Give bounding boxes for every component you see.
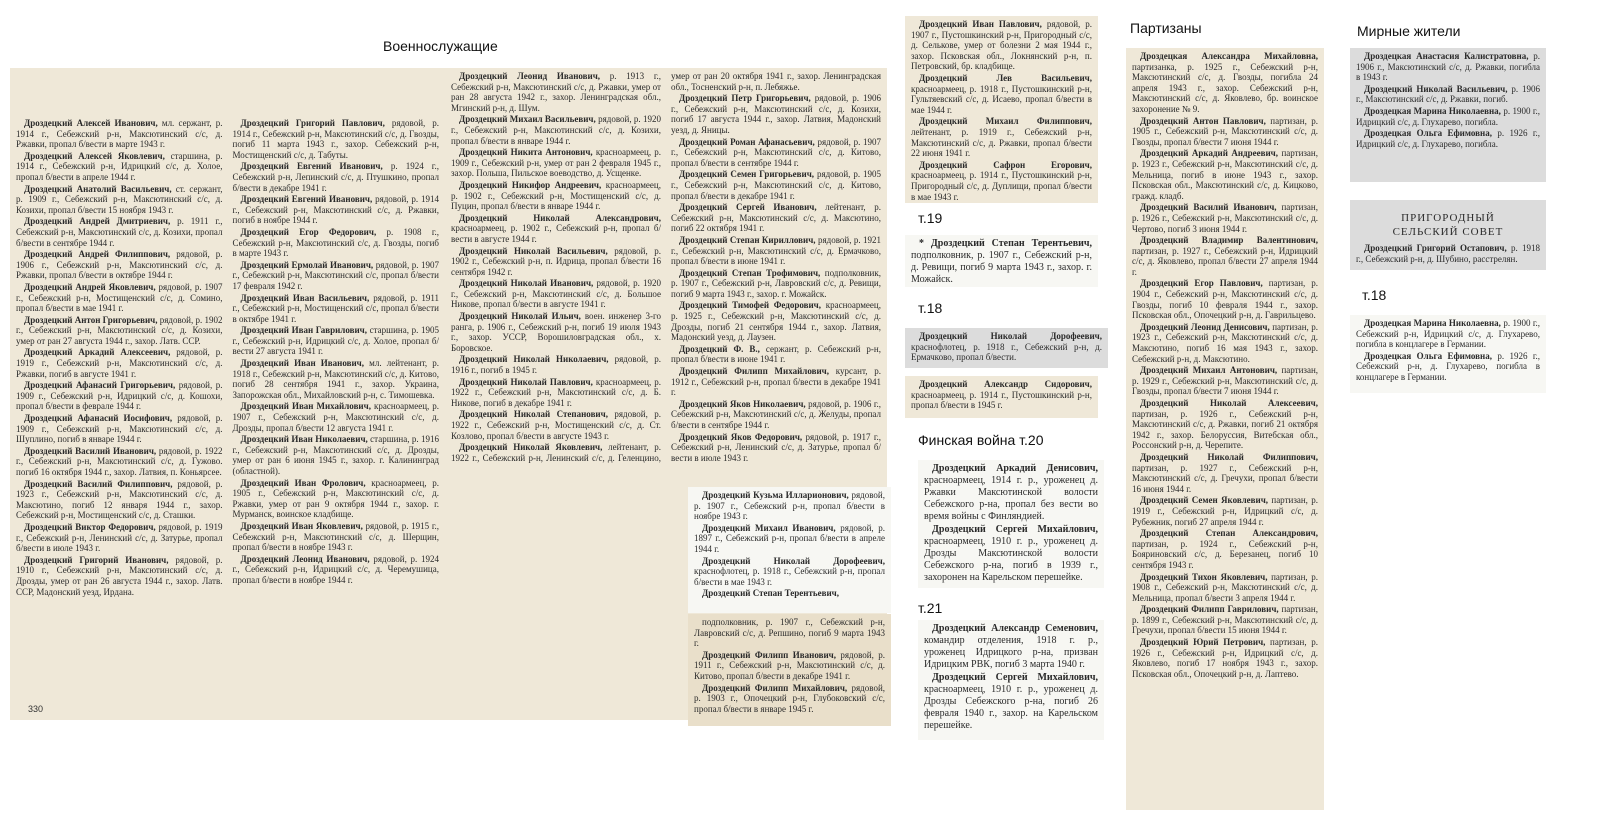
entry-name: Дроздецкая Марина Николаевна, [1364, 105, 1501, 116]
list-item [233, 521, 440, 553]
list-item [1132, 365, 1318, 397]
entry-name: Дроздецкий Андрей Дмитриевич, [24, 216, 171, 227]
list-item [16, 347, 223, 379]
entry-text: красноармеец, 1910 г. р., уроженец д. Дрозды Себежского р-на, погиб 26 февраля 1940 г., захор. на Карельском перешейке. [924, 684, 1098, 731]
entry-text: красноармеец, р. 1902 г., Себежский р-н, пропал б/вести в августе 1944 г. [451, 223, 661, 244]
list-item [1132, 452, 1318, 494]
entry-text: партизан, р. 1926 г., Себежский р-н, Максютинский с/с, д. Ржавки, погиб 21 октября 1942 г., захор. Белоруссия, Витебская обл., Россонский р-н, д. Черепите. [1132, 408, 1318, 451]
entry-name: Дроздецкий Роман Афанасьевич, [679, 136, 815, 147]
entry-text: красноармеец, р. 1909 г., Себежский р-н, умер от ран 2 февраля 1945 г., захор. Польша, Пильское воеводство, д. Усщенке. [451, 147, 661, 179]
entry-name: Дроздецкий Евгений Иванович, [240, 161, 383, 172]
entry-text: краснофлотец, р. 1918 г., Себежский р-н, д. Ермачково, пропал б/вести. [911, 341, 1102, 363]
list-item [911, 238, 1092, 286]
entry-text: партизан, р. 1923 г., Себежский р-н, Максютинский с/с, д. Максютино, погиб 16 мая 1943 г., захор. Себежский р-н, д. Максютино. [1132, 321, 1318, 364]
entry-name: Дроздецкий Григорий Остапович, [1364, 243, 1507, 253]
list-item [233, 358, 440, 400]
entry-text: воен. инженер 3-го ранга, р. 1906 г., Себежский р-н, погиб 19 июля 1943 г., захор. УССР, Ворошиловградская обл., х. Боровское. [451, 311, 661, 353]
entry-text: партизан, р. 1929 г., Себежский р-н, Максютинский с/с, д. Гвозды, пропал б/вести 7 июня 1944 г. [1132, 365, 1319, 397]
entry-text: рядовой, р. 1897 г., Себежский р-н, пропал б/вести в апреле 1944 г. [694, 522, 886, 554]
list-item [16, 413, 223, 445]
entry-name: Дроздецкий Афанасий Григорьевич, [24, 380, 176, 391]
list-item [671, 344, 881, 365]
entry-name: Дроздецкий Михаил Филиппович, [919, 116, 1092, 127]
list-item [924, 623, 1098, 671]
list-item [924, 524, 1098, 584]
entry-text: красноармеец, р. 1907 г., Себежский р-н, Максютинский с/с, д. Дрозды, пропал б/вести 12 августа 1941 г. [232, 401, 440, 433]
list-item [671, 202, 881, 234]
entry-text: лейтенант, р. 1922 г., Себежский р-н, Ленинский с/с, д. Геленцино, умер от ран 20 октября 1941 г., захор. Ленинградская обл., Тосненский р-н, п. Лебяжье. [451, 71, 881, 463]
list-item [16, 522, 223, 554]
entry-name: Дроздецкий Алексей Яковлевич, [24, 150, 165, 161]
entry-text: ст. сержант, р. 1909 г., Себежский р-н, Максютинский с/с, д. Козихи, пропал б/вести 15 ноября 1943 г. [16, 183, 223, 215]
list-item [1356, 84, 1540, 105]
entry-name: Дроздецкий Ермолай Иванович, [240, 259, 374, 270]
entry-name: Дроздецкий Николай Александрович, [459, 212, 661, 223]
entry-text: рядовой, р. 1902 г., Себежский р-н, п. Идрица, пропал б/вести 16 сентября 1942 г. [451, 245, 661, 277]
entry-text: рядовой, р. 1907 г., Пустошкинский р-н, Пригородный с/с, д. Селькове, умер от болезни 2 мая 1944 г., захор. Псковская обл., Локнянский р-н, п. Петровский, бр. кладбище. [911, 19, 1092, 72]
entry-name: Дроздецкий Яков Николаевич, [679, 398, 806, 409]
entry-name: Дроздецкий Филипп Михайлович, [702, 682, 848, 693]
list-item [911, 379, 1092, 411]
list-item [16, 249, 223, 281]
list-item [911, 116, 1092, 158]
list-item [233, 194, 440, 226]
entry-text: р. 1900 г., Себежский р-н, Идрицкий с/с, д. Глухарево, погибла в концлагере в Германии. [1356, 318, 1541, 350]
entry-text: рядовой, р. 1916 г., погиб в 1945 г. [451, 354, 661, 376]
list-item [233, 293, 440, 325]
list-item [233, 161, 440, 193]
entry-name: Дроздецкий Антон Павлович, [1140, 115, 1266, 126]
list-item [671, 432, 881, 464]
entry-name: Дроздецкий Андрей Филиппович, [24, 249, 171, 260]
entry-name: Дроздецкий Аркадий Андреевич, [1140, 148, 1278, 159]
list-item [1356, 106, 1540, 127]
heading-finnish-war: Финская война т.20 [918, 432, 1044, 448]
entry-name: Дроздецкий Филипп Михайлович, [679, 366, 829, 377]
list-item [1356, 243, 1540, 264]
entry-name: Дроздецкий Яков Федорович, [679, 431, 803, 442]
entry-text: р. 1900 г., Идрицкий с/с, д. Глухарево, погибла. [1356, 105, 1541, 127]
entry-name: Дроздецкий Леонид Иванович, [240, 553, 370, 564]
entry-name: Дроздецкий Александр Семенович, [932, 623, 1098, 634]
entry-text: р. 1913 г., Себежский р-н, Максютинский с/с, д. Ржавки, умер от ран 28 августа 1942 г., захор. Ленинградская обл., Мгинский р-н, д. Шум. [451, 71, 661, 113]
entry-text: лейтенант, р. 1919 г., Себежский р-н, Максютинский с/с, д. Ржавки, пропал б/вести 22 июня 1941 г. [911, 126, 1092, 159]
entry-name: Дроздецкий Леонид Денисович, [1140, 321, 1270, 332]
entry-name: Дроздецкий Сергей Михайлович, [932, 672, 1098, 683]
entry-text: красноармеец, р. 1902 г., Себежский р-н, Мостищенский с/с, д. Пуцин, пропал б/вести в январе 1944 г. [451, 179, 661, 212]
entry-name: Дроздецкий Николай Степанович, [459, 409, 608, 420]
list-item [911, 160, 1092, 202]
council-title-line2: СЕЛЬСКИЙ СОВЕТ [1392, 226, 1504, 238]
entry-name: Дроздецкий Иван Васильевич, [240, 292, 370, 303]
entry-text: старшина, р. 1914 г., Себежский р-н, Идрицкий с/с, д. Холое, пропал б/вести в апреле 1944 г. [16, 150, 223, 182]
entry-text: р. 1908 г., Себежский р-н, Максютинский с/с, д. Гвозды, погиб в марте 1943 г. [232, 226, 440, 259]
entry-name: Дроздецкий Иван Николаевич, [240, 434, 368, 445]
entry-text: рядовой, р. 1909 г., Себежский р-н, Максютинский с/с, д. Шуплино, погиб в январе 1944 г. [16, 413, 223, 445]
list-item [16, 446, 223, 478]
entry-text: красноармеец, р. 1905 г., Себежский р-н, Максютинский с/с, д. Ржавки, умер от ран 9 октября 1944 г., захор. г. Мурманск, воинское кладбище. [232, 477, 439, 520]
entry-text: рядовой, р. 1921 г., Себежский р-н, Максютинский с/с, д. Ермачково, пропал б/вести в июне 1941 г. [671, 234, 881, 267]
entry-name: Дроздецкий Сергей Иванович, [679, 202, 817, 213]
clipping-finnish-war [918, 460, 1104, 588]
list-item [1132, 528, 1318, 570]
entry-text: партизан, р. 1904 г., Себежский р-н, Максютинский с/с, д. Гвозды, погиб 10 февраля 1944 г., захор. Псковская обл., Опочецкий р-н, д. Гаврильцево. [1132, 278, 1318, 321]
entry-name: Дроздецкий Никита Антонович, [459, 147, 593, 158]
volume-label-t19: т.19 [918, 210, 943, 226]
clipping-t18a [905, 328, 1108, 368]
volume-label-t18-civilians: т.18 [1362, 287, 1387, 303]
entry-text: партизан, р. 1926 г., Себежский р-н, Максютинский с/с, д. Чертово, погиб 3 июня 1944 г. [1132, 202, 1318, 234]
entry-text: партизан, р. 1927 г., Себежский р-н, Максютинский с/с, д. Гречухи, пропал б/вести 16 июня 1944 г. [1132, 462, 1318, 494]
entry-name: Дроздецкий Григорий Павлович, [240, 118, 385, 128]
list-item [671, 268, 881, 300]
list-item [233, 401, 440, 433]
list-item [671, 366, 881, 398]
entry-name: Дроздецкий Николай Дорофеевич, [702, 555, 885, 566]
list-item [1132, 637, 1318, 679]
list-item [694, 490, 885, 522]
entry-name: Дроздецкий Владимир Валентинович, [1140, 235, 1318, 246]
clipping-t21 [918, 620, 1104, 740]
list-item [694, 650, 885, 682]
list-item [16, 380, 223, 412]
list-item [1356, 318, 1540, 350]
list-item [671, 93, 881, 135]
entry-text: рядовой, р. 1911 г., Себежский р-н, Мостищенский с/с, пропал б/вести в октябре 1941 г. [232, 292, 439, 324]
entry-name: Дроздецкий Николай Ильич, [459, 311, 581, 322]
entry-text: партизан, р. 1919 г., Себежский р-н, Идрицкий с/с, д. Рубежник, погиб 27 апреля 1944 г. [1132, 495, 1319, 527]
entry-name: Дроздецкий Сафрон Егорович, [919, 159, 1092, 170]
entry-text: рядовой, р. 1914 г., Себежский р-н, Максютинский с/с, д. Гвозды, погиб 11 марта 1943 г., захор. Себежский р-н, Мостищенский с/с, д. Табуты. [232, 118, 439, 160]
entry-name: Дроздецкий Тихон Яковлевич, [1140, 571, 1268, 582]
list-item [451, 409, 661, 441]
entry-text: рядовой, р. 1915 г., Себежский р-н, Максютинский с/с, д. Шерщин, пропал б/вести в ноябре 1943 г. [232, 520, 439, 553]
list-item [451, 180, 661, 212]
entry-name: Дроздецкий Александр Сидорович, [919, 379, 1092, 389]
entry-text: рядовой, р. 1907 г., Себежский р-н, Максютинский с/с, пропал б/вести 17 февраля 1942 г. [232, 259, 439, 291]
list-item [1356, 351, 1540, 383]
list-item [1132, 235, 1318, 277]
entry-text: партизан, р. 1927 г., Себежский р-н, Идрицкий с/с, д. Яковлево, пропал б/вести 27 апреля 1944 г. [1132, 245, 1318, 277]
entry-text: красноармеец, р. 1925 г., Себежский р-н, Максютинский с/с, д. Дрозды, погиб 21 сентября 1944 г., захор. Латвия, Мадонский уезд, д. Лаузен. [671, 300, 881, 343]
entry-text: рядовой, р. 1907 г., Себежский р-н, Мостищенский с/с, д. Сомино, пропал б/вести в мае 1941 г. [16, 281, 223, 314]
entry-name: Дроздецкий Николай Филиппович, [1140, 451, 1318, 462]
entry-text: курсант, р. 1912 г., Себежский р-н, пропал б/вести в декабре 1941 г. [671, 366, 882, 398]
volume-label-t21: т.21 [918, 600, 943, 616]
list-item [16, 282, 223, 314]
entry-name: Дроздецкий Иван Михайлович, [240, 401, 371, 412]
entry-name: Дроздецкий Никифор Андреевич, [459, 179, 602, 190]
entry-name: Дроздецкий Антон Григорьевич, [24, 314, 158, 325]
list-item [16, 555, 223, 597]
entry-name: Дроздецкая Анастасия Калистратовна, [1364, 51, 1529, 61]
entry-text: рядовой, р. 1906 г., Себежский р-н, Максютинский с/с, д. Ржавки, пропал б/вести в октябре 1944 г. [16, 249, 223, 281]
entry-name: Дроздецкий Семен Яковлевич, [1140, 495, 1269, 506]
entry-name: Дроздецкий Иван Фролович, [240, 477, 366, 488]
list-item [16, 151, 223, 183]
list-item [451, 354, 661, 375]
list-item [451, 71, 661, 113]
entry-text: партизан, р. 1908 г., Себежский р-н, Максютинский с/с, д. Мельница, пропал б/вести 3 апреля 1944 г. [1132, 571, 1318, 603]
clipping-t18b [905, 376, 1098, 418]
list-item [16, 216, 223, 248]
list-item [451, 213, 661, 245]
entry-name: Дроздецкий Михаил Иванович, [702, 522, 836, 533]
entry-text: старшина, р. 1916 г., Себежский р-н, Максютинский с/с, д. Дрозды, умер от ран 6 июня 1945 г., захор. г. Калининград (областной). [232, 434, 439, 476]
entry-name: Дроздецкий Николай Иванович, [459, 278, 594, 289]
entry-text: рядовой, р. 1902 г., Себежский р-н, Максютинский с/с, д. Козихи, умер от ран 27 августа 1944 г., захор. Латв. ССР. [16, 314, 223, 346]
entry-text: мл. лейтенант, р. 1918 г., Себежский р-н, Максютинский с/с, д. Китово, погиб 28 сентября 1941 г., захор. Украина, Запорожская обл., Михайловский р-н, с. Тимошевка. [232, 358, 439, 400]
entry-name: Дроздецкая Александра Михайловна, [1140, 51, 1318, 61]
civilians-clipping [1350, 48, 1546, 182]
entry-text: командир отделения, 1918 г. р., уроженец Идрицкого р-на, призван Идрицким РВК, погиб 3 марта 1940 г. [924, 635, 1098, 670]
entry-text: р. 1918 г., Себежский р-н, д. Шубино, расстрелян. [1356, 243, 1541, 264]
entry-name: Дроздецкий Филипп Гаврилович, [1140, 604, 1279, 615]
list-item [233, 260, 440, 292]
entry-name: Дроздецкий Василий Филиппович, [24, 478, 173, 489]
list-item [924, 672, 1098, 732]
entry-name: Дроздецкий Степан Кириллович, [679, 234, 816, 245]
entry-name: Дроздецкий Тимофей Федорович, [679, 300, 822, 311]
clipping-t19 [905, 235, 1098, 287]
entry-name: Дроздецкий Лев Васильевич, [919, 72, 1092, 83]
page-number: 330 [28, 704, 44, 714]
entry-text: рядовой, р. 1906 г., Себежский р-н, Максютинский с/с, д. Козихи, погиб 17 августа 1944 г., захор. Латвия, Мадонский уезд, д. Яницы. [671, 93, 881, 135]
list-item [233, 118, 440, 160]
entry-text: рядовой, р. 1922 г., Себежский р-н, Мостищенский с/с, д. Ст. Козлово, пропал б/вести в августе 1943 г. [451, 409, 662, 441]
entry-text: партизан, р. 1923 г., Себежский р-н, Максютинский с/с, д. Мельница, погиб в июне 1943 г., захор. Псковская обл., Максютинский с/с, д. Кицково, гражд. кладб. [1132, 148, 1318, 201]
entry-text: рядовой, р. 1903 г., Опочецкий р-н, Глубоковский с/с, пропал б/вести в январе 1945 г. [694, 682, 886, 714]
entry-text: р. 1926 г., Идрицкий с/с, д. Глухарево, погибла. [1356, 128, 1540, 149]
entry-text: р. 1906 г., Максютинский с/с, д. Ржавки, погибла в 1943 г. [1356, 51, 1540, 83]
list-item [1132, 398, 1318, 451]
entry-text: сержант, р. Себежский р-н, пропал б/вести в июне 1941 г. [671, 343, 881, 365]
clipping-a [688, 487, 891, 613]
entry-name: Дроздецкий Николай Алексеевич, [1140, 398, 1318, 408]
list-item [1132, 116, 1318, 148]
entry-text: рядовой, р. 1906 г., Себежский р-н, Максютинский с/с, д. Желуды, пропал б/вести в сентябре 1944 г. [671, 398, 882, 430]
entry-text: красноармеец, р. 1914 г., Пустошкинский р-н, Пригородный с/с, д. Дуплищи, пропал б/вести в мае 1943 г. [911, 170, 1092, 202]
list-item [1356, 128, 1540, 149]
list-item [671, 235, 881, 267]
clipping-b [688, 614, 891, 726]
entry-text: подполковник, р. 1907 г., Себежский р-н, д. Ревищи, погиб 9 марта 1943 г., захор. г. Можайск. [911, 250, 1092, 285]
entry-text: краснофлотец, р. 1918 г., Себежский р-н, пропал б/вести в мае 1943 г. [694, 566, 885, 587]
entry-name: Дроздецкий Алексей Иванович, [24, 118, 158, 128]
entry-name: Дроздецкий Анатолий Васильевич, [24, 183, 172, 194]
entry-name: Дроздецкий Юрий Петрович, [1140, 637, 1266, 648]
entry-text: р. 1911 г., Себежский р-н, Максютинский с/с, д. Козихи, пропал б/вести в сентябре 1944 г. [16, 216, 223, 248]
list-item [16, 315, 223, 347]
entry-name: Дроздецкий Степан Терентьевич, [702, 588, 839, 599]
entry-name: Дроздецкий Иван Иванович, [240, 358, 364, 369]
entry-name: Дроздецкая Марина Николаевна, [1364, 318, 1501, 328]
list-item [16, 479, 223, 521]
list-item [911, 19, 1092, 72]
list-item [694, 588, 885, 599]
entry-name: Дроздецкий Филипп Иванович, [702, 649, 836, 660]
list-item [671, 300, 881, 342]
entry-text: рядовой, р. 1924 г., Себежский р-н, Идрицкий с/с, д. Черемушица, пропал б/вести в ноябре 1944 г. [232, 553, 439, 585]
entry-name: Дроздецкий Николай Павлович, [459, 376, 593, 387]
list-item [233, 227, 440, 259]
entry-text: партизан, р. 1924 г., Себежский р-н, Бояриновский с/с, д. Березанец, погиб 10 сентября 1943 г. [1132, 538, 1318, 570]
council-title-line1: ПРИГОРОДНЫЙ [1401, 212, 1495, 224]
list-item [1132, 572, 1318, 604]
entry-text: партизанка, р. 1925 г., Себежский р-н, Максютинский с/с, д. Гвозды, погибла 24 апреля 1943 г., захор. Себежский р-н, Максютинский с/с, д. Яковлево, бр. воинское захоронение № 9. [1132, 61, 1318, 114]
entry-text: рядовой, р. 1919 г., Себежский р-н, Максютинский с/с, д. Ржавки, погиб в августе 1941 г. [16, 347, 223, 379]
list-item [924, 463, 1098, 523]
list-item [911, 331, 1102, 363]
entry-text: рядовой, р. 1907 г., Себежский р-н, пропал б/вести в ноябре 1943 г. [694, 490, 885, 522]
entry-name: Дроздецкий Григорий Иванович, [24, 554, 169, 565]
entry-name: Дроздецкий Сергей Михайлович, [932, 524, 1098, 535]
list-item [16, 184, 223, 216]
entry-name: Дроздецкий Иван Павлович, [919, 19, 1042, 29]
entry-name: Дроздецкий Степан Трофимович, [679, 267, 821, 278]
entry-name: Дроздецкий Степан Александрович, [1140, 528, 1318, 539]
list-item [694, 556, 885, 588]
list-item [1132, 202, 1318, 234]
entry-name: Дроздецкий Иван Гаврилович, [240, 325, 367, 336]
entry-name: Дроздецкий Кузьма Илларионович, [702, 490, 849, 500]
entry-text: партизан, р. 1905 г., Себежский р-н, Максютинский с/с, д. Гвозды, пропал б/вести 7 июня 1944 г. [1132, 115, 1318, 147]
entry-text: рядовой, р. 1914 г., Себежский р-н, Максютинский с/с, д. Ржавки, погиб в ноябре 1944 г. [232, 194, 439, 226]
list-item [451, 246, 661, 278]
entry-text: красноармеец, р. 1922 г., Себежский р-н, Максютинский с/с, д. Б. Никове, погиб в декабре 1941 г. [451, 376, 662, 408]
entry-text: партизан, р. 1926 г., Себежский р-н, Идрицкий с/с, д. Яковлево, погиб 17 ноября 1943 г., захор. Псковская обл., Опочецкий р-н, д. Лаптево. [1132, 637, 1318, 679]
pripgorodny-council [1350, 200, 1546, 270]
entry-name: Дроздецкий Николай Васильевич, [459, 245, 608, 256]
list-item [451, 114, 661, 146]
entry-name: Дроздецкий Иван Яковлевич, [240, 520, 363, 531]
list-item [1132, 604, 1318, 636]
list-item [1132, 278, 1318, 320]
entry-text: р. 1906 г., Максютинский с/с, д. Ржавки, погиб. [1356, 83, 1541, 105]
entry-text: рядовой, р. 1909 г., Себежский р-н, Идрицкий с/с, д. Кошохи, пропал б/вести в феврале 1944 г. [16, 380, 223, 412]
list-item [671, 399, 881, 431]
entry-text: партизан, р. 1899 г., Себежский р-н, Максютинский с/с, д. Гречухи, пропал б/вести 15 июня 1944 г. [1132, 604, 1318, 636]
entry-name: Дроздецкая Ольга Ефимовна, [1364, 128, 1492, 139]
list-item [233, 554, 440, 586]
list-item [1132, 148, 1318, 201]
list-item [671, 137, 881, 169]
list-item [911, 73, 1092, 115]
list-item [694, 683, 885, 715]
entry-text: старшина, р. 1905 г., Себежский р-н, Идрицкий с/с, д. Холое, пропал б/вести 27 августа 1941 г. [232, 325, 440, 357]
entry-name: Дроздецкий Николай Яковлевич, [459, 442, 603, 453]
entry-name: * Дроздецкий Степан Терентьевич, [919, 238, 1092, 249]
entry-text: лейтенант, р. Себежский р-н, Максютинский с/с, д. Максютино, погиб 22 октября 1941 г. [671, 202, 881, 234]
entry-text: красноармеец, 1910 г. р., уроженец д. Дрозды Максютинской волости Себежского р-на, погиб в 1939 г., захоронен на Карельском перешейке. [924, 536, 1098, 583]
entry-name: Дроздецкий Егор Федорович, [240, 226, 377, 237]
entry-text: р. 1926 г., Себежский р-н, д. Глухарево, погибла в концлагере в Германии. [1356, 350, 1540, 382]
entry-text: мл. сержант, р. 1914 г., Себежский р-н, Максютинский с/с, д. Ржавки, пропал б/вести в марте 1943 г. [16, 118, 223, 150]
list-item [451, 278, 661, 310]
list-item [1132, 51, 1318, 115]
volume-label-t18: т.18 [918, 300, 943, 316]
list-item [16, 118, 223, 150]
entry-name: Дроздецкий Семен Григорьевич, [679, 169, 815, 180]
heading-partisans: Партизаны [1130, 20, 1202, 36]
list-item [1356, 51, 1540, 83]
list-item [233, 434, 440, 476]
list-item [451, 377, 661, 409]
entry-text: рядовой, р. 1922 г., Себежский р-н, Максютинский с/с, д. Гужово. погиб 16 октября 1944 г., захор. Латвия, п. Коньярсее. [16, 445, 223, 477]
entry-text: р. 1924 г., Себежский р-н, Лепинский с/с, д. Птушкино, пропал б/вести в декабре 1941 г. [232, 161, 439, 193]
list-item [233, 325, 440, 357]
civilians-t18-clipping [1350, 315, 1546, 393]
entry-name: Дроздецкий Аркадий Алексеевич, [24, 347, 171, 358]
entry-name: Дроздецкий Николай Васильевич, [1364, 83, 1508, 94]
entry-name: Дроздецкая Ольга Ефимовна, [1364, 350, 1492, 361]
entry-text: рядовой, р. 1920 г., Себежский р-н, Максютинский с/с, д. Большое Никове, пропал б/вести в августе 1941 г. [451, 278, 661, 310]
heading-military: Военнослужащие [383, 38, 498, 54]
entry-name: Дроздецкий Евгений Иванович, [240, 194, 373, 205]
list-item [1132, 495, 1318, 527]
entry-text: рядовой, р. 1910 г., Себежский р-н, Максютинский с/с, д. Дрозды, умер от ран 26 августа 1944 г., захор. Латв. ССР, Мадонский уезд, Ирдана. [16, 554, 223, 597]
clipping-c [905, 16, 1098, 203]
entry-name: Дроздецкий Афанасий Иосифович, [24, 413, 173, 424]
list-item [233, 478, 440, 520]
entry-text: рядовой, р. 1919 г., Себежский р-н, Ленинский с/с, д. Затурье, пропал б/вести в июле 1943 г. [16, 521, 223, 554]
list-item [451, 311, 661, 353]
entry-name: Дроздецкий Петр Григорьевич, [679, 93, 811, 104]
entry-text: подполковник, р. 1907 г., Себежский р-н, Лавровский с/с, д. Ревищи, погиб 9 марта 1943 г., захор. г. Можайск. [671, 267, 881, 299]
entry-name: Дроздецкий Аркадий Денисович, [932, 463, 1098, 474]
entry-name: Дроздецкий Виктор Федорович, [24, 521, 156, 532]
partisans-column [1126, 48, 1324, 810]
entry-text: рядовой, р. 1923 г., Себежский р-н, Максютинский с/с, д. Максютино, погиб 12 января 1944 г., захор. Себежский р-н, Мостищенский с/с, д. Сташки. [16, 478, 223, 521]
book-page-left [10, 68, 445, 720]
entry-text: рядовой, р. 1920 г., Себежский р-н, Максютинский с/с, д. Козихи, пропал б/вести в январе 1944 г. [451, 114, 661, 146]
entry-name: Дроздецкий Леонид Иванович, [459, 71, 601, 81]
list-item [671, 169, 881, 201]
entry-text: рядовой, р. 1907 г., Себежский р-н, Максютинский с/с, д. Китово, пропал б/вести в сентябре 1944 г. [671, 136, 881, 168]
entry-text: красноармеец, р. 1918 г., Пустошкинский р-н, Гультяевский с/с, д. Исаево, пропал б/вести в мае 1944 г. [911, 83, 1092, 115]
entry-name: Дроздецкий Михаил Васильевич, [459, 114, 596, 125]
entry-name: Дроздецкий Андрей Яковлевич, [24, 281, 156, 292]
entry-text: рядовой, р. 1911 г., Себежский р-н, Максютинский с/с, д. Китово, пропал б/вести в декабре 1941 г. [694, 649, 886, 681]
entry-name: Дроздецкий Николай Дорофеевич, [919, 331, 1102, 341]
entry-text: рядовой, р. 1905 г., Себежский р-н, Максютинский с/с, д. Китово, пропал б/вести в декабре 1941 г. [671, 169, 882, 201]
list-item [694, 617, 885, 649]
list-item [694, 523, 885, 555]
list-item [1132, 322, 1318, 364]
entry-name: Дроздецкий Егор Павлович, [1140, 278, 1263, 289]
heading-civilians: Мирные жители [1357, 23, 1461, 39]
entry-name: Дроздецкий Василий Иванович, [1140, 202, 1277, 213]
entry-name: Дроздецкий Ф. В., [679, 343, 760, 354]
list-item [451, 147, 661, 179]
entry-name: Дроздецкий Василий Иванович, [24, 445, 157, 456]
entry-name: Дроздецкий Николай Николаевич, [459, 354, 609, 365]
entry-text: красноармеец, 1914 г. р., уроженец д. Ржавки Максютинской волости Себежского р-на, пропал без вести во время войны с Финляндией. [924, 475, 1098, 522]
entry-text: рядовой, р. 1917 г., Себежский р-н, Ленинский с/с, д. Затурье, пропал б/вести в июле 1943 г. [671, 431, 881, 463]
entry-text: красноармеец, р. 1914 г., Пустошкинский р-н, пропал б/вести в 1945 г. [911, 389, 1092, 411]
entry-text: подполковник, р. 1907 г., Себежский р-н, Лавровский с/с, д. Репшино, погиб 9 марта 1943 г. [694, 617, 885, 649]
entry-name: Дроздецкий Михаил Антонович, [1140, 365, 1278, 376]
